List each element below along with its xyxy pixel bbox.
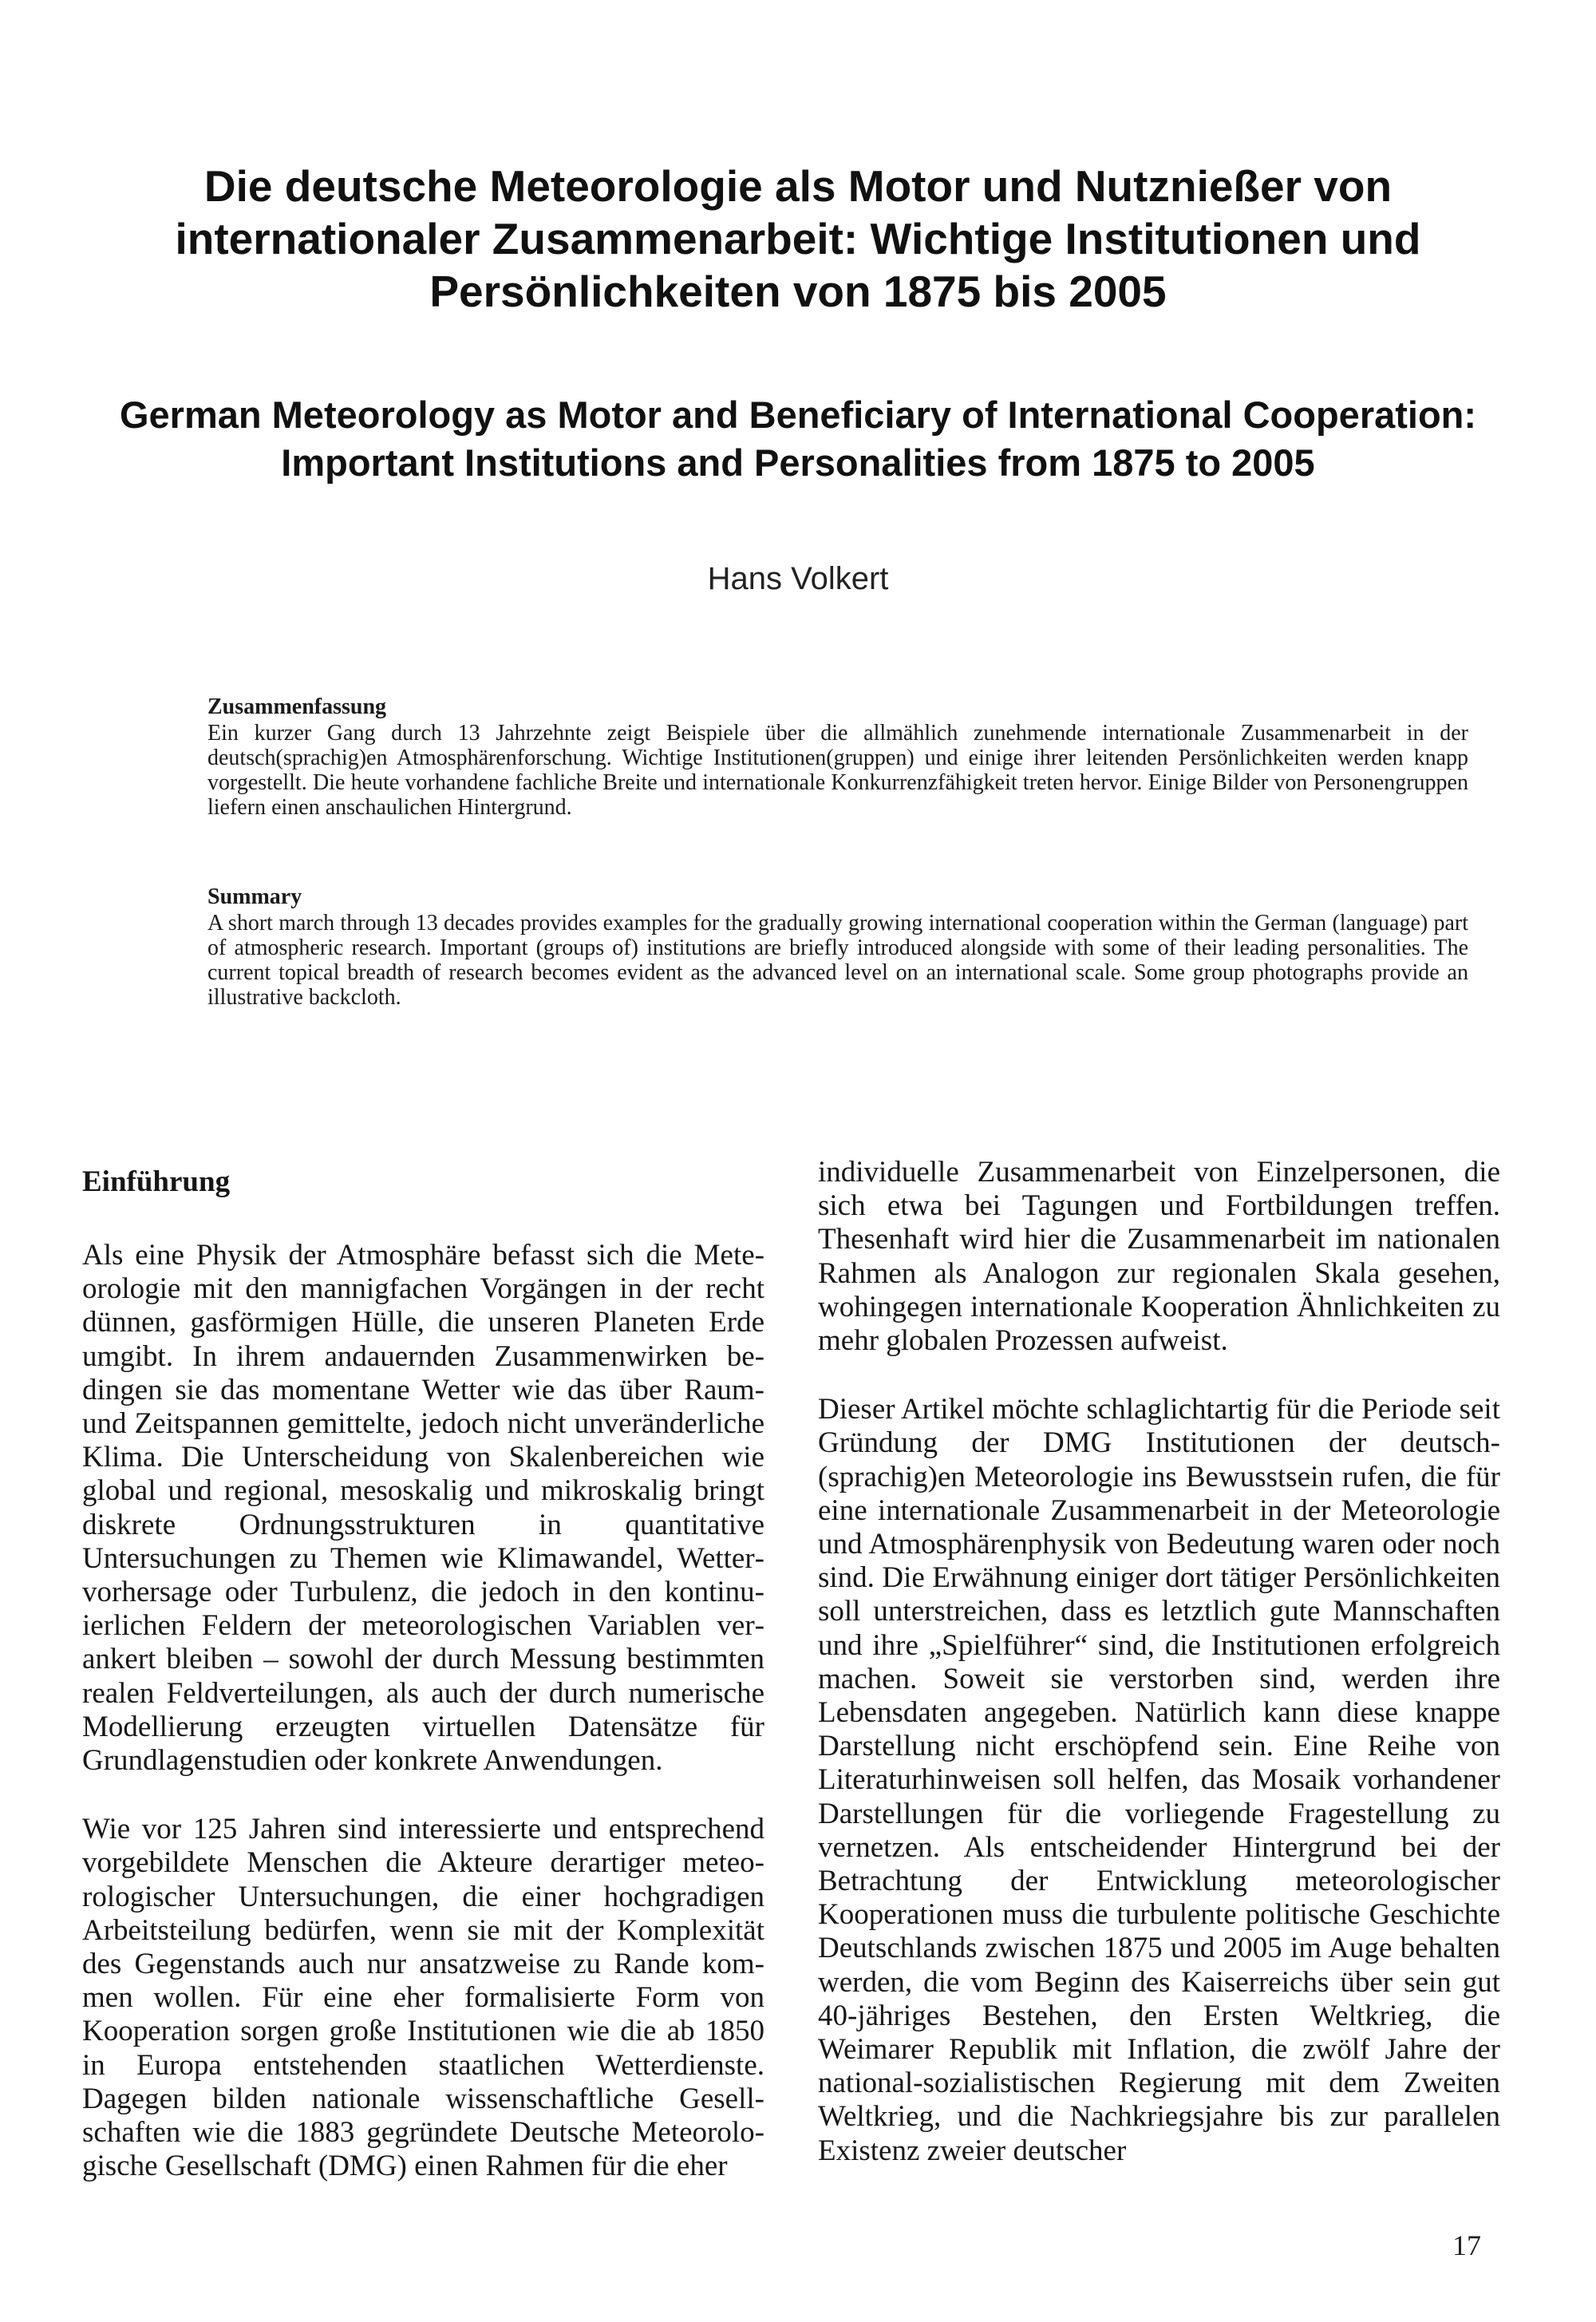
abstract-english-text: A short march through 13 decades provides examples for the gradually growing international cooperation within the German (language) part of atmospheric research. Important (groups of) institutions are briefly introduced alongside with some of their leading personalities. The current topical breadth of research becomes evident as the advanced level on an international scale. Some group photographs provide an illustrative backcloth. [207, 911, 1468, 1010]
body-paragraph: Als eine Physik der Atmosphäre befasst sich die Meteorologie mit den mannigfachen Vorgängen in der recht dünnen, gasförmigen Hülle, die unseren Planeten Erde umgibt. In ihrem andauernden Zusammenwirken bedingen sie das momentane Wetter wie das über Raum- und Zeitspannen gemittelte, jedoch nicht unveränderliche Klima. Die Unterscheidung von Skalenbereichen wie global und regional, mesoskalig und mikroskalig bringt diskrete Ordnungsstrukturen in quantitative Untersuchungen zu Themen wie Klimawandel, Wettervorhersage oder Turbulenz, die jedoch in den kontinuierlichen Feldern der meteorologischen Variablen verankert bleiben – sowohl der durch Messung bestimmten realen Feldverteilungen, als auch der durch numerische Modellierung erzeugten virtuellen Datensätze für Grundlagenstudien oder konkrete Anwendungen. [82, 1239, 764, 1778]
body-column-right [818, 1156, 1500, 2168]
abstract-german-heading: Zusammenfassung [207, 694, 387, 719]
german-title-line: Persönlichkeiten von 1875 bis 2005 [429, 267, 1167, 316]
author-name: Hans Volkert [707, 561, 889, 596]
german-title [80, 160, 1516, 318]
german-title-line: internationaler Zusammenarbeit: Wichtige Institutionen und [175, 214, 1421, 263]
english-title [80, 391, 1516, 487]
abstract-english-heading: Summary [207, 884, 302, 909]
body-paragraph: Dieser Artikel möchte schlaglichtartig für die Periode seit Gründung der DMG Institutionen der deutsch(sprachig)en Meteorologie ins Bewusstsein rufen, die für eine internationale Zusammenarbeit in der Meteorologie und Atmosphärenphysik von Bedeutung waren oder noch sind. Die Erwähnung einiger dort tätiger Persönlichkeiten soll unterstreichen, dass es letztlich gute Mannschaften und ihre „Spielführer“ sind, die Institutionen erfolgreich machen. Soweit sie verstorben sind, werden ihre Lebensdaten angegeben. Natürlich kann diese knappe Darstellung nicht erschöpfend sein. Eine Reihe von Literaturhinweisen soll helfen, das Mosaik vorhandener Darstellungen für die vorliegende Fragestellung zu vernetzen. Als entscheidender Hintergrund bei der Betrachtung der Entwicklung meteorologischer Kooperationen muss die turbulente politische Geschichte Deutschlands zwischen 1875 und 2005 im Auge behalten werden, die vom Beginn des Kaiserreichs über sein gut 40-jähriges Bestehen, den Ersten Weltkrieg, die Weimarer Republik mit Inflation, die zwölf Jahre der national-sozialistischen Regierung mit dem Zweiten Weltkrieg, und die Nachkriegsjahre bis zur parallelen Existenz zweier deutscher [818, 1393, 1500, 2167]
section-heading-introduction: Einführung [82, 1165, 231, 1198]
body-paragraph: individuelle Zusammenarbeit von Einzelpersonen, die sich etwa bei Tagungen und Fortbildungen treffen. Thesenhaft wird hier die Zusammenarbeit im nationalen Rahmen als Analogon zur regionalen Skala gesehen, wohingegen internationale Kooperation Ähnlichkeiten zu mehr globalen Prozessen aufweist. [818, 1156, 1500, 1358]
page-number: 17 [1452, 2229, 1481, 2261]
body-paragraph: Wie vor 125 Jahren sind interessierte und entsprechend vorgebildete Menschen die Akteure derartiger meteorologischer Untersuchungen, die einer hochgradigen Arbeitsteilung bedürfen, wenn sie mit der Komplexität des Gegenstands auch nur ansatzweise zu Rande kommen wollen. Für eine eher formalisierte Form von Kooperation sorgen große Institutionen wie die ab 1850 in Europa entstehenden staatlichen Wetterdienste. Dagegen bilden nationale wissenschaftliche Gesellschaften wie die 1883 gegründete Deutsche Meteorologische Gesellschaft (DMG) einen Rahmen für die eher [82, 1813, 764, 2183]
english-title-line: German Meteorology as Motor and Beneficiary of International Cooperation: [119, 394, 1477, 436]
abstract-english [207, 884, 1468, 1010]
german-title-line: Die deutsche Meteorologie als Motor und Nutznießer von [203, 161, 1393, 211]
english-title-line: Important Institutions and Personalities from 1875 to 2005 [281, 441, 1315, 484]
abstract-german [207, 694, 1468, 820]
abstract-german-text: Ein kurzer Gang durch 13 Jahrzehnte zeigt Beispiele über die allmählich zunehmende internationale Zusammenarbeit in der deutsch(sprachig)en Atmosphärenforschung. Wichtige Institutionen(gruppen) und einige ihrer leitenden Persönlichkeiten werden knapp vorgestellt. Die heute vorhandene fachliche Breite und internationale Konkurrenzfähigkeit treten hervor. Einige Bilder von Personengruppen liefern einen anschaulichen Hintergrund. [207, 721, 1468, 820]
body-column-left [82, 1157, 764, 2183]
